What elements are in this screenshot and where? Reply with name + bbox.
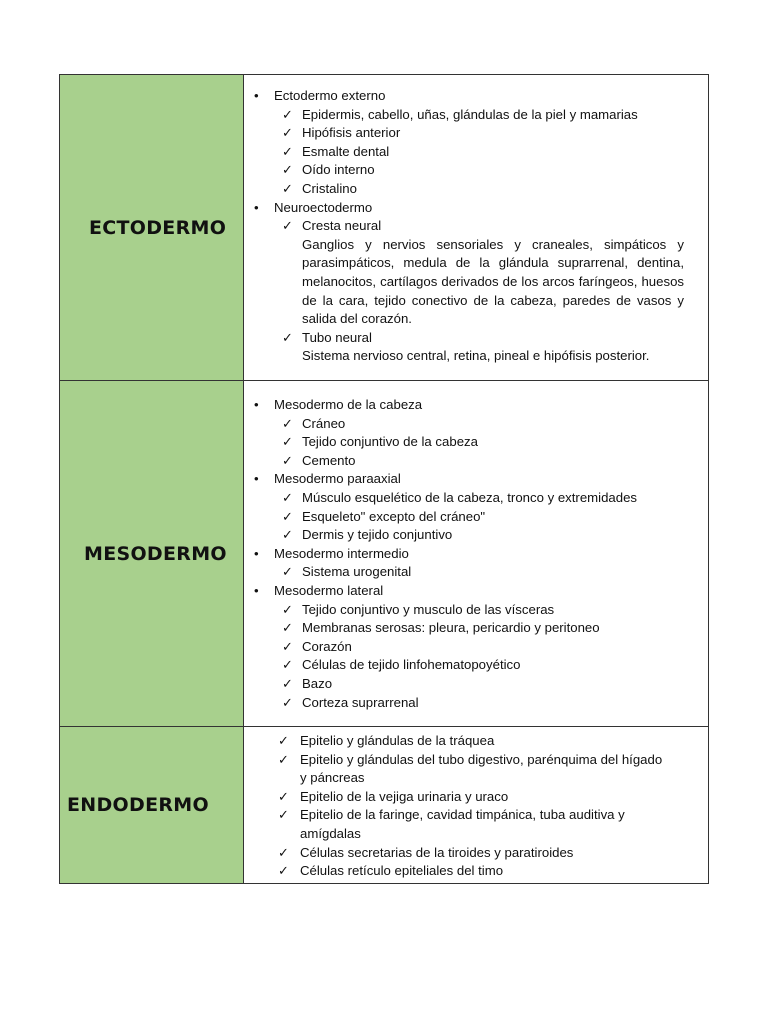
list-item bbox=[248, 508, 708, 527]
list-item bbox=[248, 452, 708, 471]
bullet-icon: • bbox=[254, 582, 259, 598]
item-text: Músculo esquelético de la cabeza, tronco y extremidades bbox=[302, 489, 637, 505]
bullet-icon: • bbox=[254, 397, 259, 412]
checkmark-icon: ✓ bbox=[278, 788, 290, 804]
item-text: Cráneo bbox=[302, 415, 346, 431]
list-item bbox=[248, 545, 708, 564]
item-text: Células de tejido linfohematopoyético bbox=[302, 657, 521, 673]
checkmark-icon: ✓ bbox=[282, 620, 294, 636]
item-text: Epitelio de la faringe, cavidad timpánica, tuba auditiva y amígdalas bbox=[300, 807, 625, 841]
item-text: Tejido conjuntivo y musculo de las vísceras bbox=[302, 601, 555, 617]
row-label: ENDODERMO bbox=[67, 794, 209, 816]
content-cell-ectodermo bbox=[244, 75, 708, 380]
item-text: Epitelio de la vejiga urinaria y uraco bbox=[300, 788, 509, 804]
item-text: Células retículo epiteliales del timo bbox=[300, 863, 504, 879]
content-cell-mesodermo bbox=[244, 381, 708, 726]
item-text: Epidermis, cabello, uñas, glándulas de la piel y mamarias bbox=[302, 106, 638, 122]
checkmark-icon: ✓ bbox=[282, 415, 294, 431]
list-item bbox=[248, 526, 708, 545]
checkmark-icon: ✓ bbox=[282, 601, 294, 617]
group-title: Mesodermo intermedio bbox=[274, 545, 409, 561]
item-text: Epitelio y glándulas del tubo digestivo, parénquima del hígado y páncreas bbox=[300, 751, 663, 786]
checkmark-icon: ✓ bbox=[282, 564, 294, 580]
checkmark-icon: ✓ bbox=[278, 733, 290, 748]
checkmark-icon: ✓ bbox=[282, 106, 294, 122]
list-item bbox=[248, 180, 708, 199]
bullet-icon: • bbox=[254, 545, 259, 561]
checkmark-icon: ✓ bbox=[282, 125, 294, 141]
list-item bbox=[248, 862, 708, 881]
list-item bbox=[248, 751, 708, 788]
checkmark-icon: ✓ bbox=[282, 434, 294, 450]
group-title: Neuroectodermo bbox=[274, 199, 373, 215]
row-ectodermo bbox=[60, 75, 708, 381]
item-text: Membranas serosas: pleura, pericardio y peritoneo bbox=[302, 620, 600, 636]
item-text: Corazón bbox=[302, 638, 352, 654]
list-item bbox=[248, 656, 708, 675]
list-item bbox=[248, 675, 708, 694]
checkmark-icon: ✓ bbox=[282, 527, 294, 543]
checkmark-icon: ✓ bbox=[282, 143, 294, 159]
list-item bbox=[248, 732, 708, 751]
checkmark-icon: ✓ bbox=[282, 638, 294, 654]
checkmark-icon: ✓ bbox=[282, 675, 294, 691]
item-text: Esmalte dental bbox=[302, 143, 390, 159]
list-item bbox=[248, 106, 708, 125]
item-text: Tejido conjuntivo de la cabeza bbox=[302, 434, 478, 450]
group-list bbox=[248, 396, 708, 712]
item-description: Sistema nervioso central, retina, pineal e hipófisis posterior. bbox=[302, 348, 650, 364]
list-item bbox=[248, 788, 708, 807]
item-text: Epitelio y glándulas de la tráquea bbox=[300, 733, 495, 748]
row-mesodermo bbox=[60, 381, 708, 727]
label-cell-mesodermo bbox=[60, 381, 244, 726]
group-title: Ectodermo externo bbox=[274, 88, 386, 103]
item-text: Células secretarias de la tiroides y paratiroides bbox=[300, 844, 574, 860]
row-label: ECTODERMO bbox=[89, 216, 227, 239]
item-text: Bazo bbox=[302, 675, 333, 691]
checkmark-icon: ✓ bbox=[282, 694, 294, 710]
item-text: Hipófisis anterior bbox=[302, 125, 401, 141]
list-item bbox=[248, 694, 708, 713]
list-item bbox=[248, 844, 708, 863]
list-item bbox=[248, 396, 708, 415]
checkmark-icon: ✓ bbox=[282, 329, 294, 345]
list-item bbox=[248, 161, 708, 180]
checkmark-icon: ✓ bbox=[282, 657, 294, 673]
list-item bbox=[248, 601, 708, 620]
item-text: Sistema urogenital bbox=[302, 564, 412, 580]
list-item bbox=[248, 563, 708, 582]
list-item bbox=[248, 329, 708, 366]
checkmark-icon: ✓ bbox=[282, 489, 294, 505]
item-text: Cemento bbox=[302, 452, 356, 468]
list-item bbox=[248, 199, 708, 218]
checkmark-icon: ✓ bbox=[282, 218, 294, 234]
list-item bbox=[248, 470, 708, 489]
item-text: Cristalino bbox=[302, 180, 357, 196]
group-title: Mesodermo lateral bbox=[274, 582, 384, 598]
checkmark-icon: ✓ bbox=[282, 162, 294, 178]
bullet-icon: • bbox=[254, 199, 259, 215]
item-text: Esqueleto" excepto del cráneo" bbox=[302, 508, 486, 524]
checkmark-icon: ✓ bbox=[282, 452, 294, 468]
item-text: Tubo neural bbox=[302, 329, 372, 345]
list-item bbox=[248, 619, 708, 638]
checkmark-icon: ✓ bbox=[278, 751, 290, 767]
list-item bbox=[248, 489, 708, 508]
list-item bbox=[248, 217, 708, 329]
item-description: Ganglios y nervios sensoriales y craneales, simpáticos y parasimpáticos, medula de la glándula suprarrenal, dentina, melanocitos, cartílagos derivados de los arcos faríngeos, huesos de la cara, tejido conectivo de la cabeza, paredes de vasos y salida del corazón. bbox=[302, 236, 684, 327]
list-item bbox=[248, 582, 708, 601]
group-title: Mesodermo paraaxial bbox=[274, 471, 401, 487]
germ-layers-table bbox=[59, 74, 709, 884]
list-item bbox=[248, 87, 708, 106]
checkmark-icon: ✓ bbox=[278, 844, 290, 860]
content-cell-endodermo bbox=[244, 727, 708, 883]
checkmark-icon: ✓ bbox=[278, 863, 290, 879]
bullet-icon: • bbox=[254, 88, 259, 103]
row-endodermo bbox=[60, 727, 708, 883]
row-label: MESODERMO bbox=[84, 542, 227, 565]
list-item bbox=[248, 415, 708, 434]
list-item bbox=[248, 124, 708, 143]
list-item bbox=[248, 638, 708, 657]
item-text: Oído interno bbox=[302, 162, 375, 178]
list-item bbox=[248, 433, 708, 452]
checkmark-icon: ✓ bbox=[282, 508, 294, 524]
list-item bbox=[248, 806, 708, 843]
list-item bbox=[248, 143, 708, 162]
item-text: Cresta neural bbox=[302, 218, 382, 234]
group-title: Mesodermo de la cabeza bbox=[274, 397, 423, 412]
checkmark-icon: ✓ bbox=[278, 807, 290, 823]
label-cell-endodermo bbox=[60, 727, 244, 883]
label-cell-ectodermo bbox=[60, 75, 244, 380]
item-text: Dermis y tejido conjuntivo bbox=[302, 527, 453, 543]
item-text: Corteza suprarrenal bbox=[302, 694, 419, 710]
bullet-icon: • bbox=[254, 471, 259, 487]
checkmark-icon: ✓ bbox=[282, 180, 294, 196]
group-list bbox=[248, 87, 708, 366]
item-list bbox=[248, 732, 708, 881]
